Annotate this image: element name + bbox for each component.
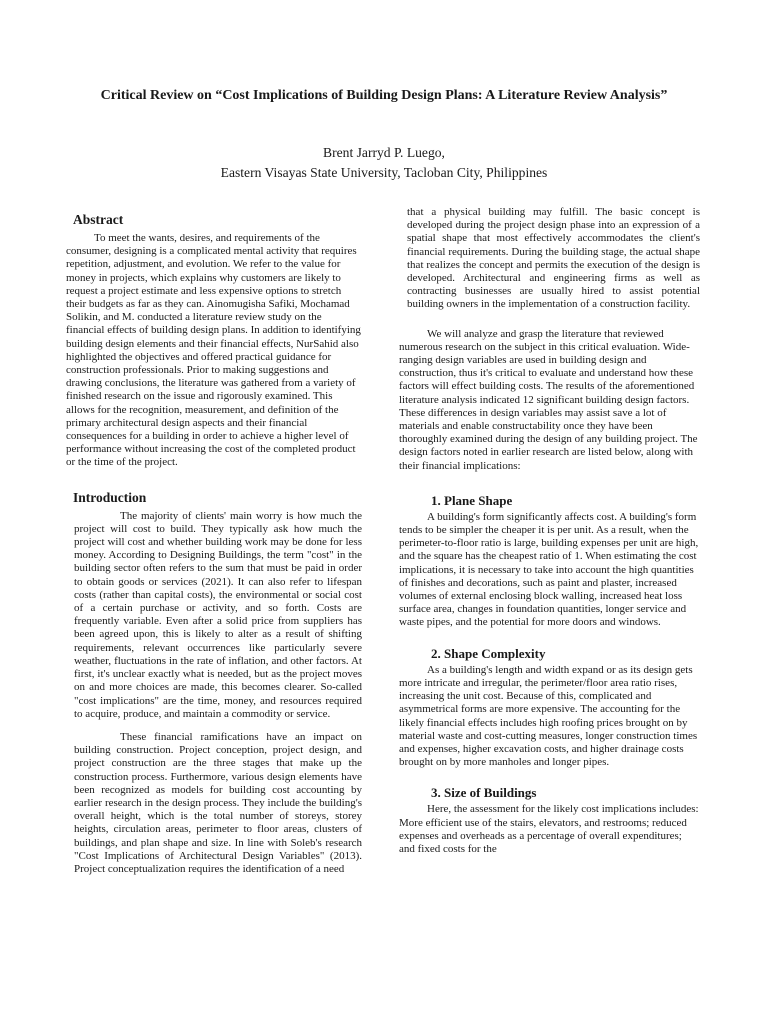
section-text-size-of-buildings: Here, the assessment for the likely cost implications includes: More efficient use of the stairs, elevators, and restrooms; reduced expenses and overheads as a percentage of overall expenditures; and fixed costs for the <box>399 803 699 855</box>
section-heading-shape-complexity: 2. Shape Complexity <box>431 645 546 661</box>
paper-title: Critical Review on “Cost Implications of Building Design Plans: A Literature Review Analysis” <box>100 88 668 103</box>
right-column <box>399 206 700 856</box>
section-heading-size-of-buildings: 3. Size of Buildings <box>431 785 537 801</box>
continued-paragraph: that a physical building may fulfill. The basic concept is developed during the project design phase into an expression of a spatial shape that most effectively accommodates the client's financial requirements. During the building stage, the actual shape that realizes the concept and permits the execution of the design is developed. Architectural and engineering firms as well as contracting businesses are usually hired to assist potential building owners in the implementation of a construction facility. <box>407 206 700 311</box>
section-text-shape-complexity: As a building's length and width expand or as its design gets more intricate and irregular, the perimeter/floor area ratio rises, increasing the unit cost. Because of this, complicated and asymmetrical forms are more expensive. The accounting for the likely financial effects includes high roofing prices brought on by material waste and cost-cutting measures, longer construction times and expenses, higher excavation costs, and higher drainage costs brought on by more manholes and longer pipes. <box>399 663 698 769</box>
author-affiliation: Eastern Visayas State University, Tacloban City, Philippines <box>220 165 548 180</box>
author-name: Brent Jarryd P. Luego, <box>323 145 445 160</box>
author-block <box>60 143 708 183</box>
section-text-plane-shape: A building's form significantly affects cost. A building's form tends to be simpler the cheaper it is per unit. As a result, when the perimeter-to-floor ratio is large, building expenses per unit are high, and the square has the cheapest ratio of 1. When estimating the cost implications, it is necessary to take into account the high quantities of finishes and decorations, such as paint and plaster, increased volumes of external enclosing block walling, increased heat loss surface area, changes in foundation quantities, longer service and waste pipes, and the potential for more doors and windows. <box>399 510 699 629</box>
section-heading-plane-shape: 1. Plane Shape <box>431 492 513 508</box>
abstract-text: To meet the wants, desires, and requirements of the consumer, designing is a complicated mental activity that requires repetition, adjustment, and evolution. We refer to the value for money in projects, which explains why customers are likely to request a project estimate and less expensive options to stretch their budgets as far as they can. Ainomugisha Safiki, Mochamad Solikin, and M. conducted a literature review study on the financial effects of building design plans. In addition to identifying building design elements and their financial effects, NurSahid also highlighted the objectives and offered practical guidance for construction professionals. Prior to making suggestions and drawing conclusions, the literature was gathered from a variety of finished research on the issue and rigorously examined. This allows for the recognition, measurement, and definition of the primary architectural design aspects and their financial consequences for a building in order to achieve a higher level of performance without increasing the cost of the completed product or the time of the project. <box>66 232 361 469</box>
abstract-heading: Abstract <box>73 212 124 227</box>
analysis-paragraph: We will analyze and grasp the literature that reviewed numerous research on the subject in this critical evaluation. Wide-ranging design variables are used in building design and construction, thus it's critical to evaluate and understand how these factors will effect building costs. The results of the aforementioned literature analysis indicated 12 significant building design factors. These differences in design variables may assist save a lot of materials and enable constructability once they have been thoroughly examined during the design of any building project. The design factors noted in earlier research are listed below, along with their financial implications: <box>399 327 698 472</box>
introduction-paragraph-1: The majority of clients' main worry is how much the project will cost to build. They typically ask how much the project will cost and whether building work may be done for less money. According to Designing Buildings, the term "cost" in the building sector often refers to the sum that must be paid in order to obtain goods or services (2021). It can also refer to lifespan costs (rather than capital costs), the environmental or social cost of a certain purchase or activity, and so forth. Costs are frequently variable. Even after a solid price from suppliers has been agreed upon, this is likely to alter as a result of shifting requirements, relevant occurrences like particularly severe weather, fluctuations in the rate of inflation, and other factors. At first, it's unclear exactly what is needed, but as the project moves on and more choices are made, this becomes clearer. So-called "cost implications" are the time, money, and resources required to acquire, produce, and maintain a commodity or service. <box>74 509 362 720</box>
introduction-heading: Introduction <box>73 489 147 505</box>
introduction-paragraph-2: These financial ramifications have an impact on building construction. Project conception, project design, and project construction are the three stages that make up the construction process. Furthermore, various design elements have been recognized as models for building cost accounting by earlier research in the design process. They include the building's overall height, which is the total number of storeys, storey heights, circulation areas, perimeter to floor areas, clusters of buildings, and plan shape and size. In line with Soleb's research "Cost Implications of Architectural Design Variables" (2013). Project conceptualization requires the identification of a need <box>74 730 362 875</box>
left-column <box>66 212 362 876</box>
